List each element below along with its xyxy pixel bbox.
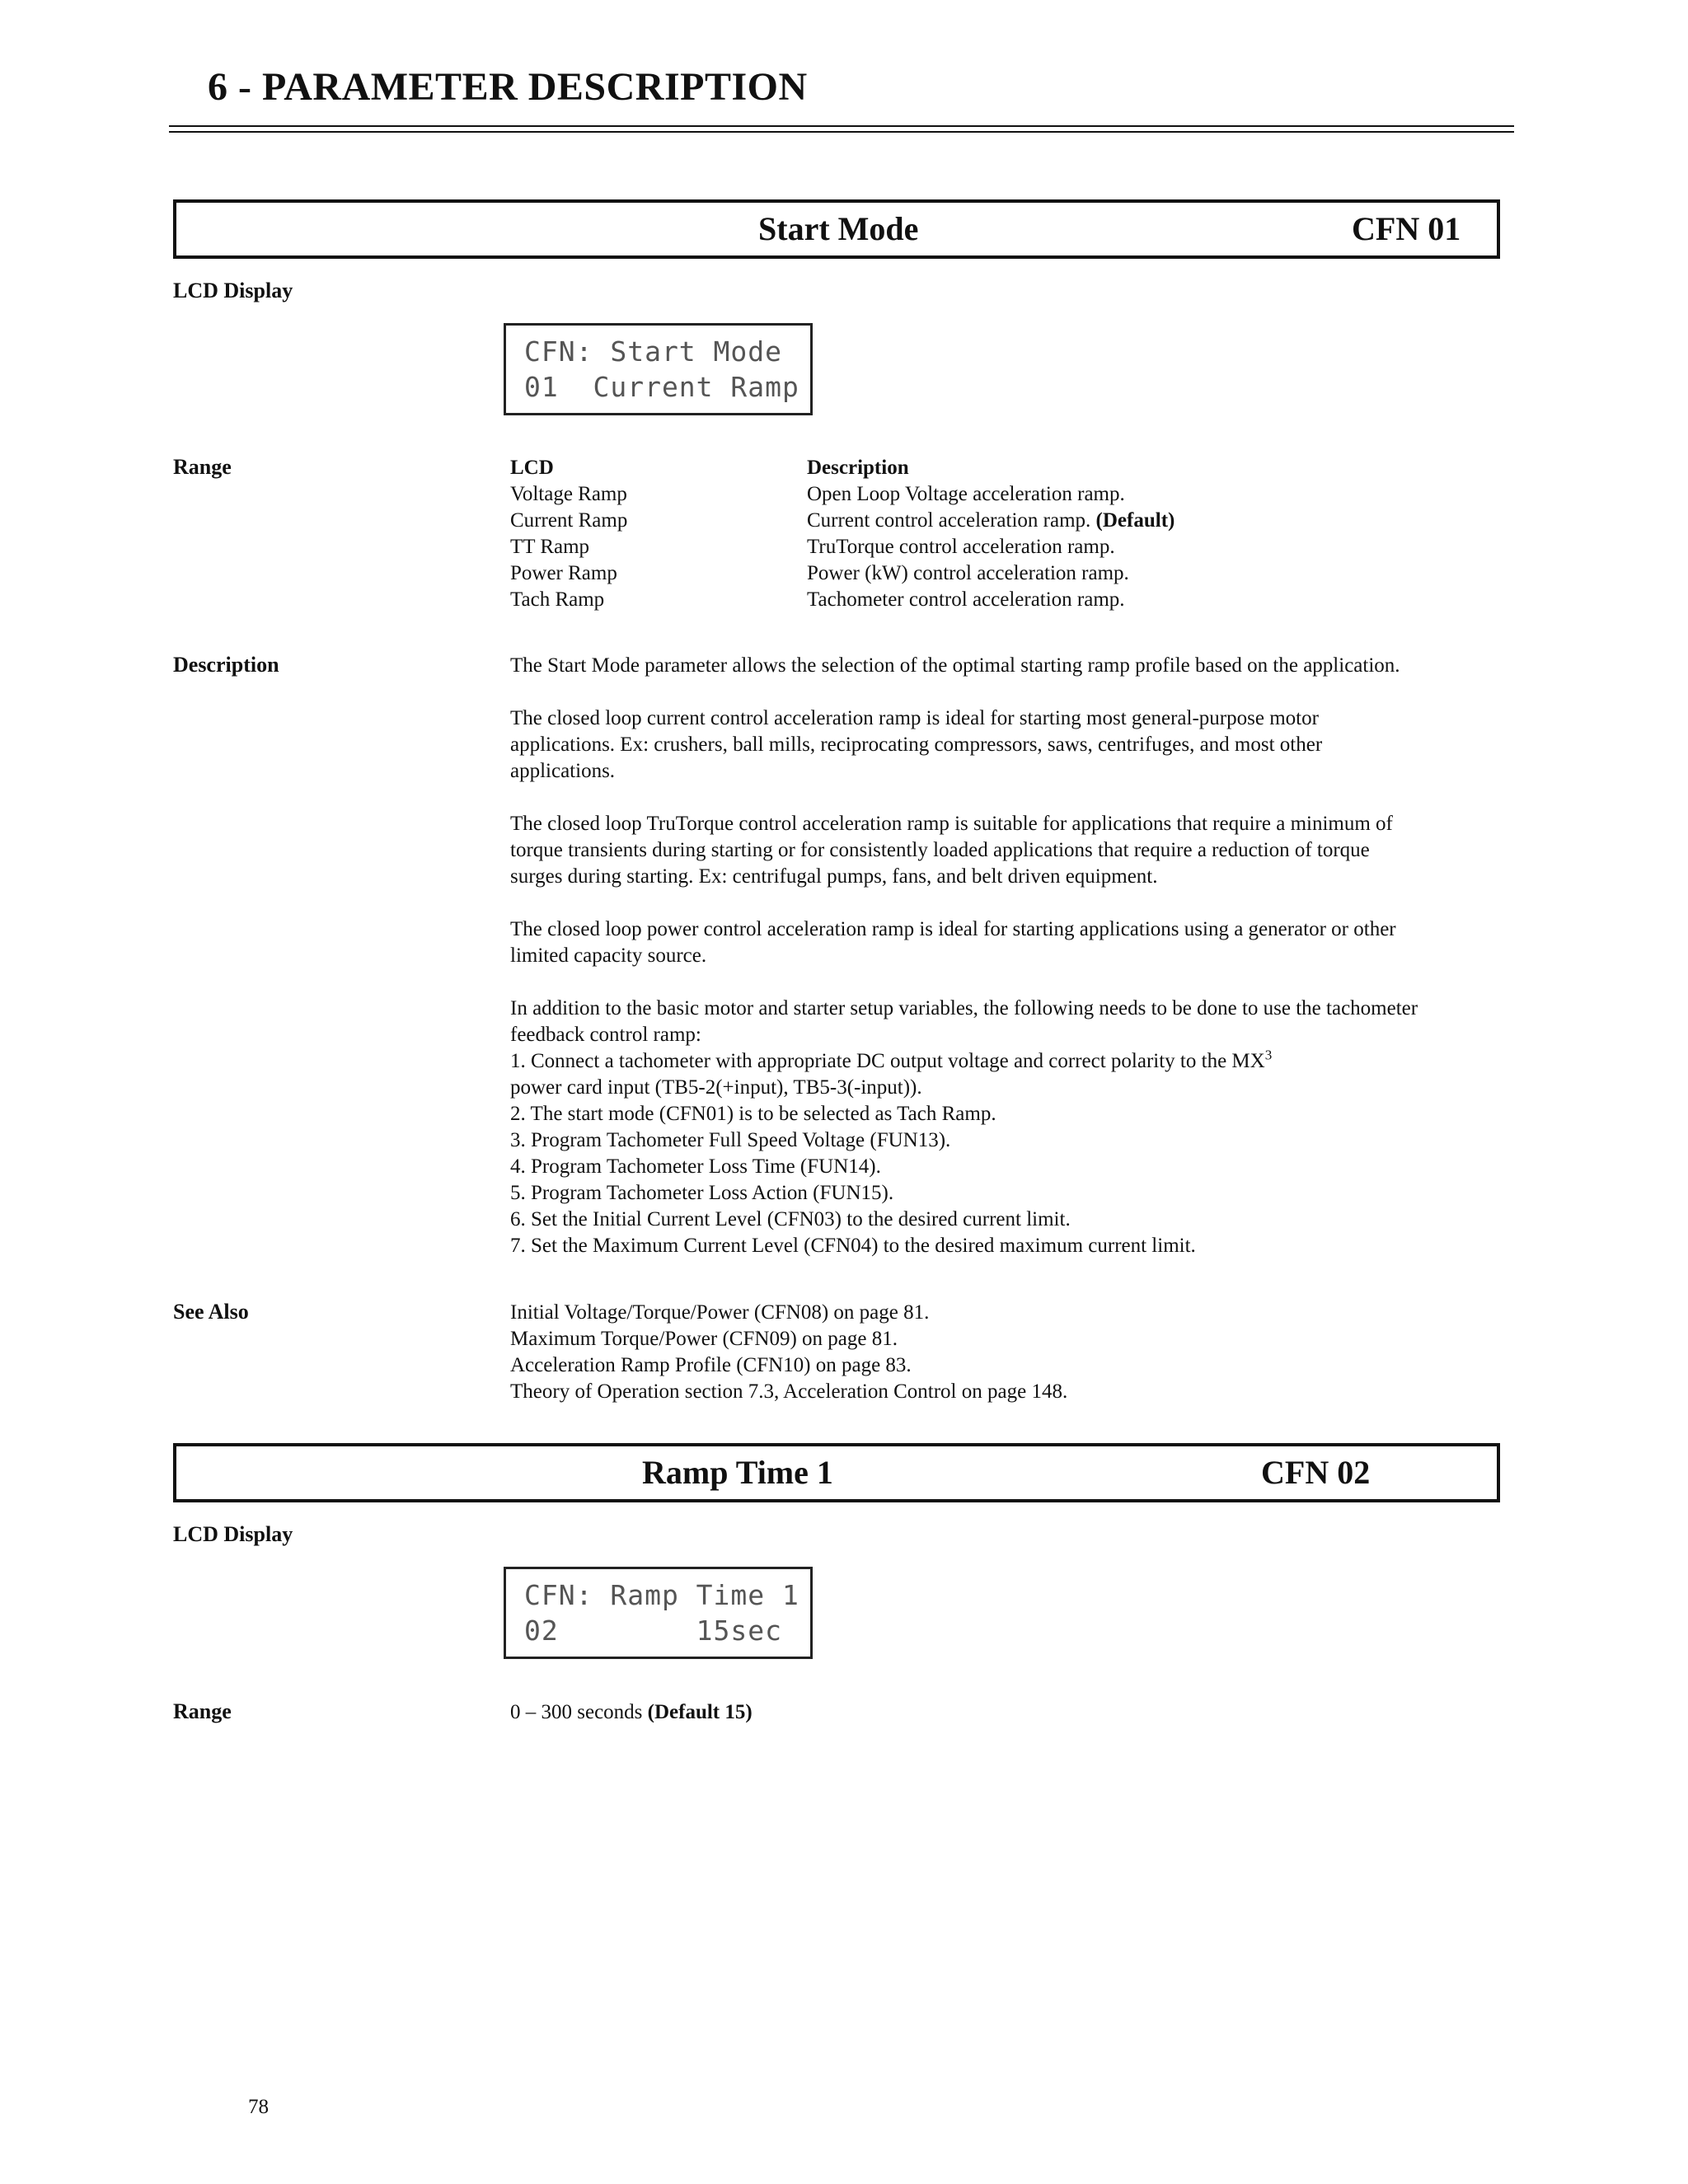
text-line: limited capacity source.	[510, 944, 707, 967]
step-item: 5. Program Tachometer Loss Action (FUN15).	[510, 1182, 894, 1204]
see-also-reference: Theory of Operation section 7.3, Acceleration Control on page 148.	[510, 1380, 1068, 1403]
text-line: The closed loop power control acceleration ramp is ideal for starting applications using a generator or other	[510, 918, 1396, 940]
see-also-label: See Also	[173, 1300, 249, 1324]
see-also-reference: Acceleration Ramp Profile (CFN10) on page 83.	[510, 1354, 912, 1376]
default-marker: (Default)	[1095, 509, 1175, 532]
step-item: 6. Set the Initial Current Level (CFN03) to the desired current limit.	[510, 1208, 1071, 1230]
step-item: 4. Program Tachometer Loss Time (FUN14).	[510, 1155, 881, 1178]
range-lcd-value: Power Ramp	[510, 562, 617, 584]
header-rule-top	[169, 125, 1514, 127]
see-also-reference: Initial Voltage/Torque/Power (CFN08) on page 81.	[510, 1301, 930, 1324]
default-marker: (Default 15)	[647, 1701, 753, 1723]
range-value	[510, 1699, 753, 1726]
section-header-start-mode	[173, 199, 1500, 259]
see-also-reference: Maximum Torque/Power (CFN09) on page 81.	[510, 1328, 898, 1350]
lcd-display	[504, 1567, 813, 1659]
lcd-line-2: 02 15sec	[524, 1615, 783, 1647]
range-lcd-value: Voltage Ramp	[510, 483, 627, 505]
lcd-display-label: LCD Display	[173, 1522, 293, 1546]
text-line: The closed loop TruTorque control acceleration ramp is suitable for applications that require a minimum of	[510, 813, 1393, 835]
range-lcd-value: TT Ramp	[510, 536, 590, 558]
superscript: 3	[1264, 1047, 1273, 1063]
range-header-lcd: LCD	[510, 457, 554, 479]
description-paragraph	[510, 653, 1491, 679]
text-line: feedback control ramp:	[510, 1024, 701, 1046]
range-description: Current control acceleration ramp.	[807, 509, 1091, 532]
lcd-display-label: LCD Display	[173, 279, 293, 302]
step-text: 1. Connect a tachometer with appropriate DC output voltage and correct polarity to the MX	[510, 1050, 1265, 1072]
section-code: CFN 02	[1261, 1454, 1371, 1491]
lcd-line-2: 01 Current Ramp	[524, 371, 799, 403]
range-description: Open Loop Voltage acceleration ramp.	[807, 483, 1125, 505]
description-paragraph-tach-steps	[510, 996, 1491, 1259]
description-paragraph	[510, 705, 1491, 785]
text-line: In addition to the basic motor and starter setup variables, the following needs to be done to use the tachometer	[510, 997, 1418, 1019]
text-line: applications.	[510, 760, 616, 782]
lcd-line-1: CFN: Start Mode	[524, 335, 783, 368]
text-line: applications. Ex: crushers, ball mills, reciprocating compressors, saws, centrifuges, and most other	[510, 733, 1323, 756]
chapter-title: 6 - PARAMETER DESCRIPTION	[208, 65, 808, 109]
range-lcd-value: Current Ramp	[510, 509, 628, 532]
range-header-description: Description	[807, 457, 909, 479]
header-rule-bottom	[169, 131, 1514, 133]
page-number: 78	[248, 2096, 269, 2118]
description-paragraph	[510, 916, 1491, 969]
text-line: torque transients during starting or for consistently loaded applications that require a reduction of torque	[510, 839, 1370, 861]
section-code: CFN 01	[1352, 210, 1461, 247]
step-item: 7. Set the Maximum Current Level (CFN04) to the desired maximum current limit.	[510, 1235, 1196, 1257]
step-item: 2. The start mode (CFN01) is to be selected as Tach Ramp.	[510, 1103, 996, 1125]
description-body	[510, 653, 1491, 1286]
text-line: surges during starting. Ex: centrifugal pumps, fans, and belt driven equipment.	[510, 865, 1158, 888]
range-lcd-value: Tach Ramp	[510, 588, 605, 611]
range-label: Range	[173, 455, 232, 479]
range-text: 0 – 300 seconds	[510, 1701, 643, 1723]
lcd-display	[504, 323, 813, 415]
range-description: Tachometer control acceleration ramp.	[807, 588, 1125, 611]
see-also-list	[510, 1300, 1491, 1405]
description-paragraph	[510, 811, 1491, 890]
step-item	[510, 1048, 1491, 1075]
range-description-with-default	[807, 508, 1175, 534]
text-line: The closed loop current control acceleration ramp is ideal for starting most general-purpose motor	[510, 707, 1319, 729]
text-line: The Start Mode parameter allows the selection of the optimal starting ramp profile based on the application.	[510, 654, 1400, 677]
step-text: power card input (TB5-2(+input), TB5-3(-input)).	[510, 1076, 922, 1099]
range-description: Power (kW) control acceleration ramp.	[807, 562, 1129, 584]
section-header-ramp-time-1	[173, 1443, 1500, 1502]
description-label: Description	[173, 653, 279, 677]
section-title: Start Mode	[758, 210, 919, 247]
range-label: Range	[173, 1699, 232, 1723]
lcd-line-1: CFN: Ramp Time 1	[524, 1579, 799, 1611]
section-title: Ramp Time 1	[642, 1454, 833, 1491]
step-item: 3. Program Tachometer Full Speed Voltage (FUN13).	[510, 1129, 951, 1151]
range-description: TruTorque control acceleration ramp.	[807, 536, 1115, 558]
